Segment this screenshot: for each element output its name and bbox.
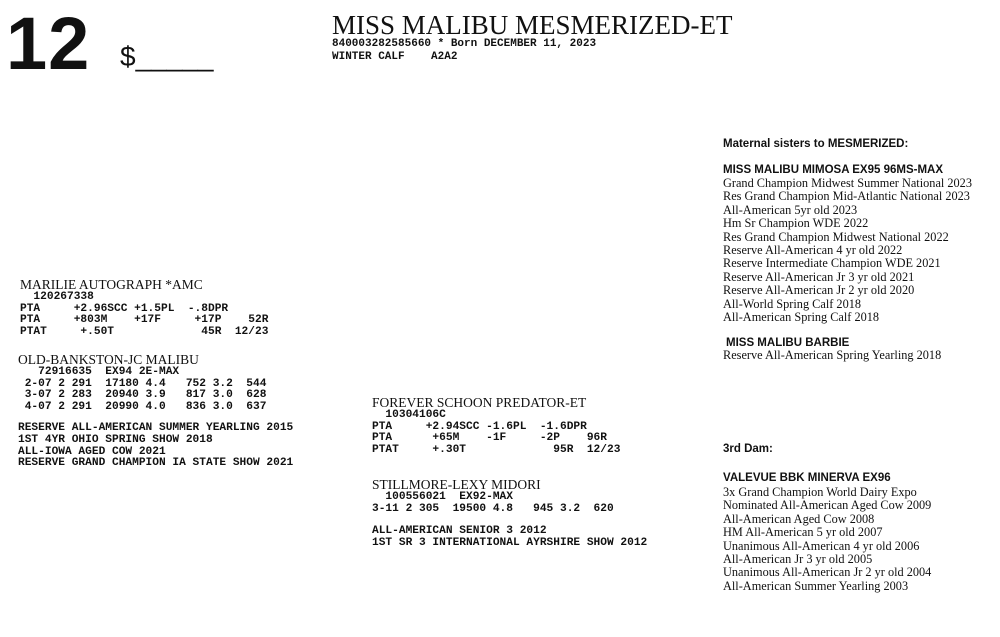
achievement-item: 3x Grand Champion World Dairy Expo: [723, 485, 917, 499]
sire-of-dam-name: MARILIE AUTOGRAPH *AMC: [20, 277, 203, 292]
sire-of-dam-line: 120267338: [20, 291, 94, 303]
achievement-item: Nominated All-American Aged Cow 2009: [723, 498, 932, 513]
sire-dam-award: 1ST SR 3 INTERNATIONAL AYRSHIRE SHOW 2012: [372, 536, 648, 549]
dam-line: 72916635 EX94 2E-MAX: [18, 366, 180, 378]
achievement-item: Unanimous All-American 4 yr old 2006: [723, 538, 920, 553]
achievement-item: Hm Sr Champion WDE 2022: [723, 216, 869, 231]
sire-of-dam-block: [20, 277, 268, 338]
achievement-item: Reserve Intermediate Champion WDE 2021: [723, 256, 941, 271]
sire-name: FOREVER SCHOON PREDATOR-ET: [372, 395, 587, 410]
dam-award: RESERVE GRAND CHAMPION IA STATE SHOW 2021: [18, 457, 294, 470]
achievement-item: All-American Summer Yearling 2003: [723, 578, 909, 593]
dam-name: OLD-BANKSTON-JC MALIBU: [18, 352, 199, 367]
achievement-item: Unanimous All-American Jr 2 yr old 2004: [723, 565, 932, 580]
animal-id-line: 840003282585660 * Born DECEMBER 11, 2023: [332, 38, 597, 50]
sire-line: PTA +65M -1F -2P 96R: [372, 432, 607, 445]
maternal-sisters-heading: Maternal sisters to MESMERIZED:: [723, 138, 909, 150]
sire-line: PTA +2.94SCC -1.6PL -1.6DPR: [372, 420, 587, 433]
achievement-item: Reserve All-American 4 yr old 2022: [723, 243, 903, 258]
third-dam-name: VALEVUE BBK MINERVA EX96: [723, 472, 891, 484]
dam-line: 4-07 2 291 20990 4.0 836 3.0 637: [18, 400, 267, 413]
sire-dam-line: 100556021 EX92-MAX: [372, 491, 513, 503]
sister-achievements: [723, 349, 941, 362]
achievement-item: All-American Spring Calf 2018: [723, 310, 880, 325]
sire-line: 10304106C: [372, 409, 446, 421]
sister-name: MISS MALIBU MIMOSA EX95 96MS-MAX: [723, 164, 944, 176]
achievement-item: HM All-American 5 yr old 2007: [723, 525, 883, 540]
achievement-item: All-American Aged Cow 2008: [723, 511, 875, 526]
achievement-item: Res Grand Champion Midwest National 2022: [723, 229, 949, 244]
dam-line: 2-07 2 291 17180 4.4 752 3.2 544: [18, 377, 267, 390]
animal-name: MISS MALIBU MESMERIZED-ET: [332, 10, 733, 40]
third-dam-achievements: [723, 486, 931, 593]
animal-class-line: WINTER CALF A2A2: [332, 51, 458, 63]
sire-block: [372, 395, 620, 456]
price-blank: $_____: [120, 41, 214, 72]
lot-number: 12: [6, 2, 91, 85]
sire-of-dam-line: PTAT +.50T 45R 12/23: [20, 325, 269, 338]
sister-name: MISS MALIBU BARBIE: [726, 337, 850, 349]
sire-of-dam-line: PTA +2.96SCC +1.5PL -.8DPR: [20, 302, 229, 315]
sire-dam-name: STILLMORE-LEXY MIDORI: [372, 477, 541, 492]
dam-award: RESERVE ALL-AMERICAN SUMMER YEARLING 2015: [18, 422, 294, 435]
achievement-item: Grand Champion Midwest Summer National 2023: [723, 176, 972, 190]
achievement-item: Reserve All-American Spring Yearling 2018: [723, 348, 942, 362]
achievement-item: Res Grand Champion Mid-Atlantic National 2023: [723, 189, 970, 204]
sister-achievements: [723, 177, 972, 324]
sire-dam-award: ALL-AMERICAN SENIOR 3 2012: [372, 525, 547, 538]
dam-award: ALL-IOWA AGED COW 2021: [18, 445, 166, 458]
sire-of-dam-line: PTA +803M +17F +17P 52R: [20, 314, 269, 327]
sire-line: PTAT +.30T 95R 12/23: [372, 443, 621, 456]
dam-line: 3-07 2 283 20940 3.9 817 3.0 628: [18, 389, 267, 402]
achievement-item: All-American 5yr old 2023: [723, 202, 858, 217]
dam-block: [18, 352, 293, 470]
achievement-item: All-World Spring Calf 2018: [723, 296, 862, 311]
sire-dam-block: [372, 477, 647, 549]
achievement-item: All-American Jr 3 yr old 2005: [723, 552, 873, 567]
sire-dam-line: 3-11 2 305 19500 4.8 945 3.2 620: [372, 502, 614, 515]
achievement-item: Reserve All-American Jr 2 yr old 2020: [723, 283, 915, 298]
third-dam-heading: 3rd Dam:: [723, 443, 773, 455]
dam-award: 1ST 4YR OHIO SPRING SHOW 2018: [18, 433, 213, 446]
achievement-item: Reserve All-American Jr 3 yr old 2021: [723, 269, 915, 284]
